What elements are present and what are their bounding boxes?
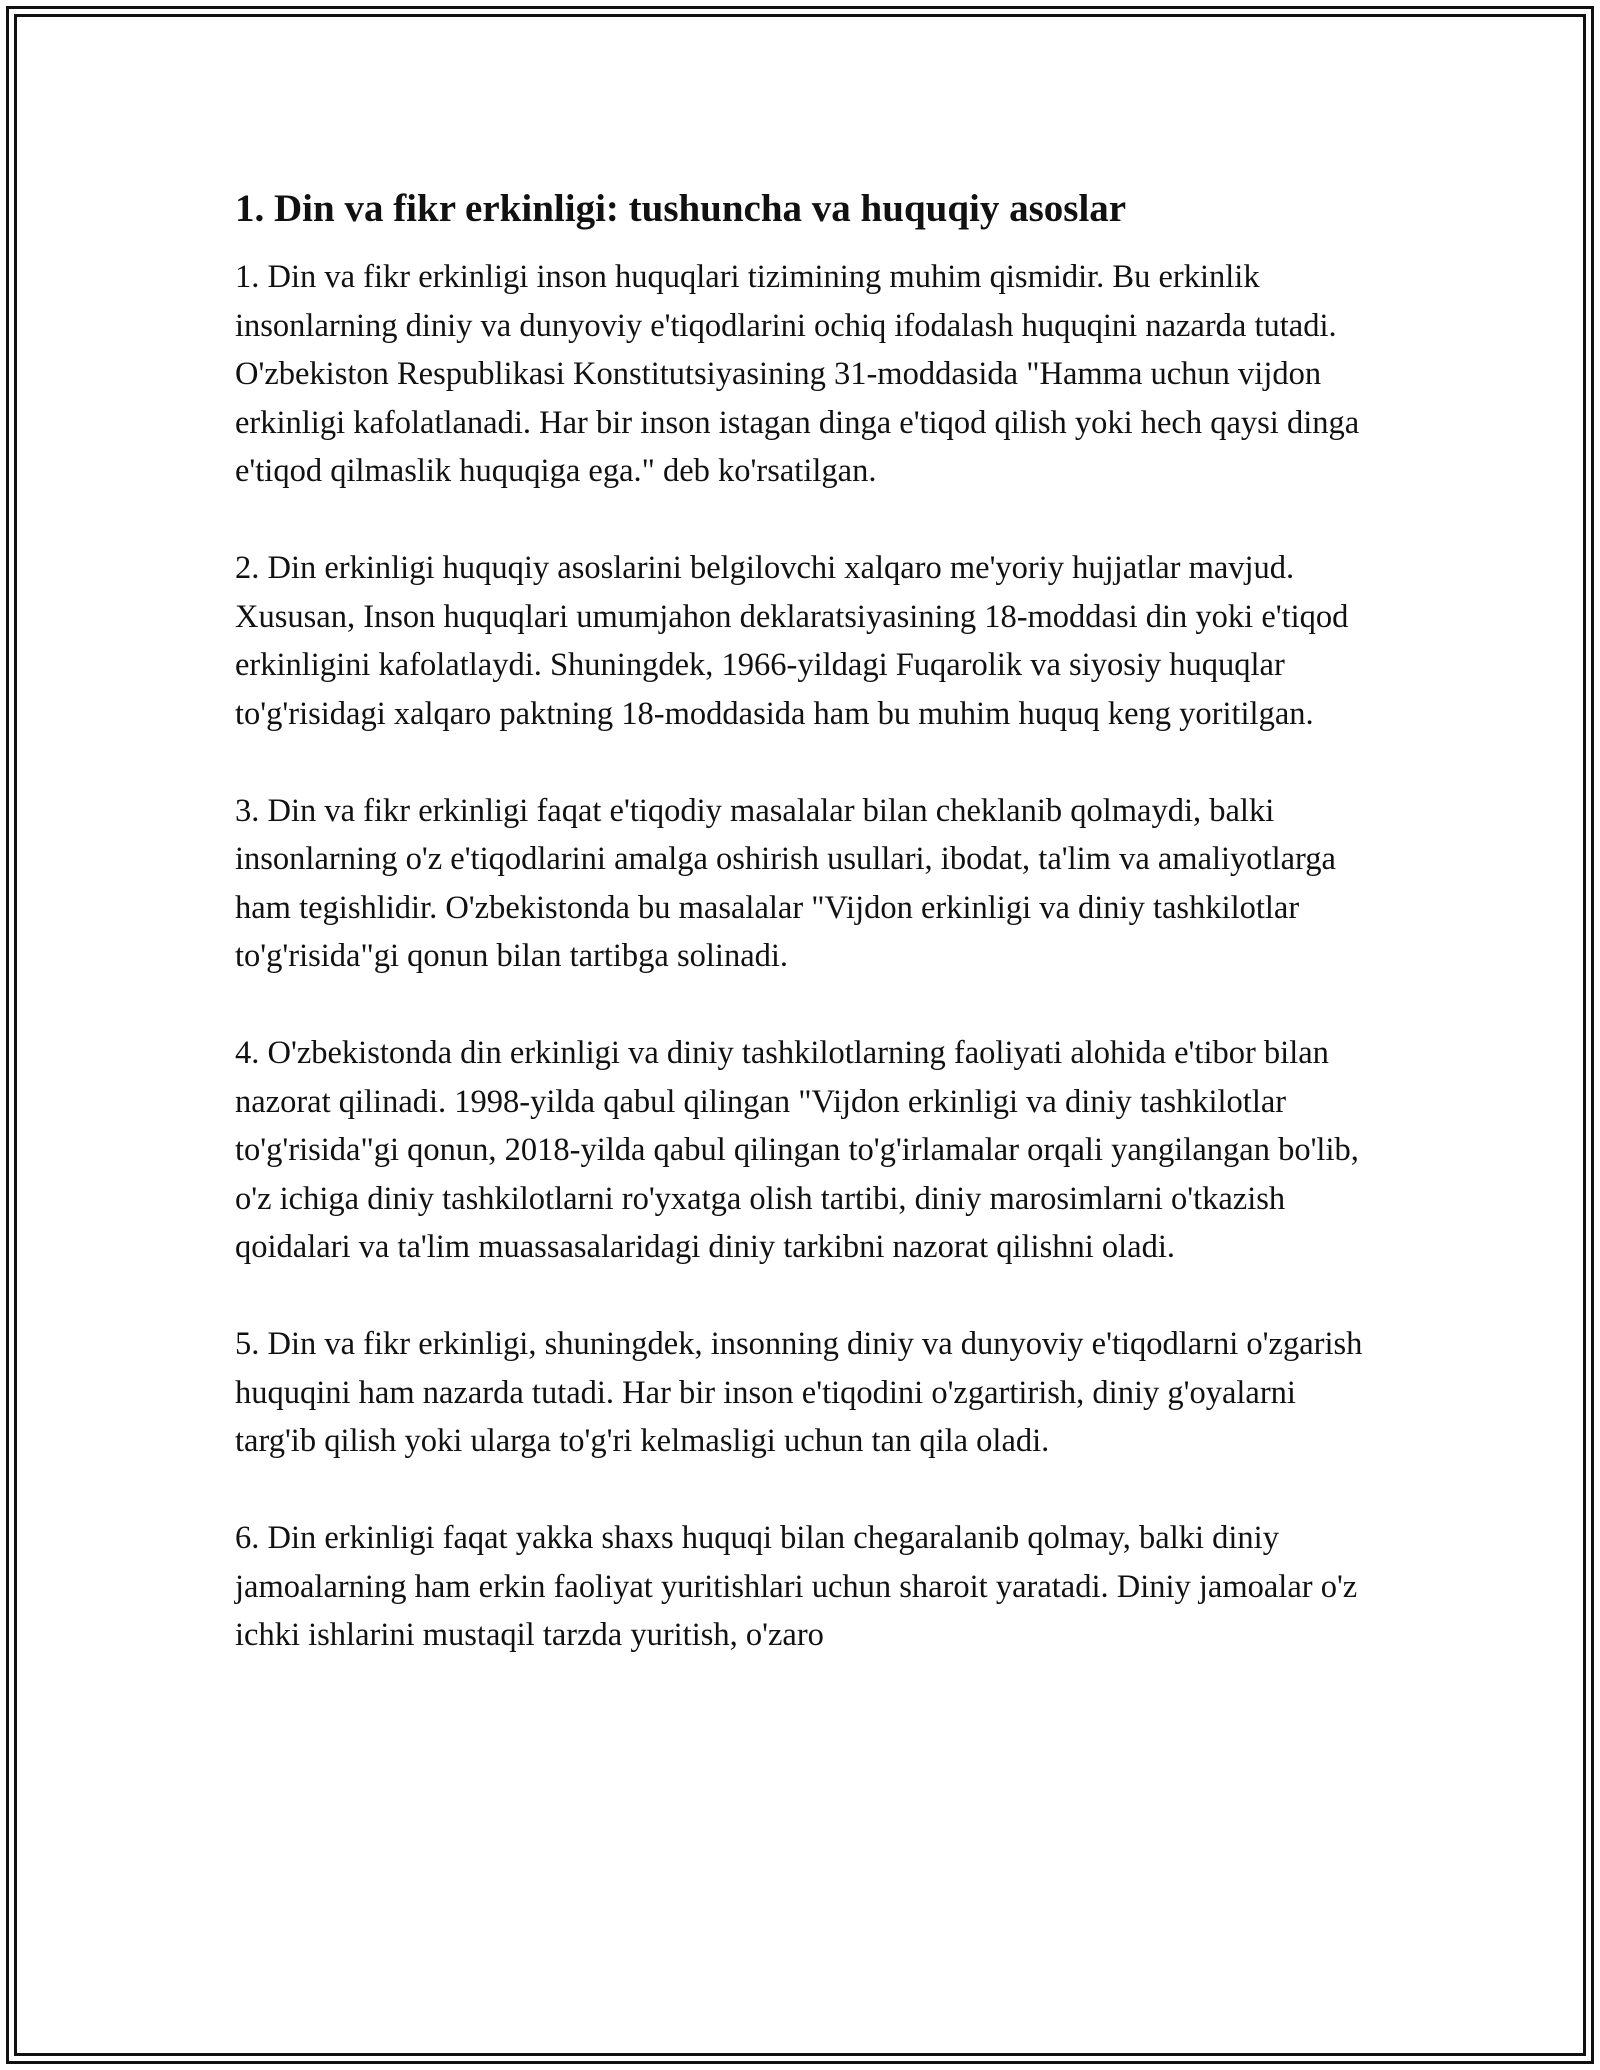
- section-heading: 1. Din va fikr erkinligi: tushuncha va huquqiy asoslar: [235, 187, 1127, 230]
- document-body: [235, 185, 1370, 1708]
- paragraph-3: 3. Din va fikr erkinligi faqat e'tiqodiy masalalar bilan cheklanib qolmaydi, balki insonlarning o'z e'tiqodlarini amalga oshirish usullari, ibodat, ta'lim va amaliyotlarga ham tegishlidir. O'zbekistonda bu masalalar "Vijdon erkinligi va diniy tashkilotlar to'g'risida"gi qonun bilan tartibga solinadi.: [235, 792, 1336, 974]
- paragraph-4: 4. O'zbekistonda din erkinligi va diniy tashkilotlarning faoliyati alohida e'tibor bilan nazorat qilinadi. 1998-yilda qabul qilingan "Vijdon erkinligi va diniy tashkilotlar to'g'risida"gi qonun, 2018-yilda qabul qilingan to'g'irlamalar orqali yangilangan bo'lib, o'z ichiga diniy tashkilotlarni ro'yxatga olish tartibi, diniy marosimlarni o'tkazish qoidalari va ta'lim muassasalaridagi diniy tarkibni nazorat qilishni oladi.: [235, 1035, 1359, 1265]
- paragraph-5: 5. Din va fikr erkinligi, shuningdek, insonning diniy va dunyoviy e'tiqodlarni o'zgarish huquqini ham nazarda tutadi. Har bir inson e'tiqodini o'zgartirish, diniy g'oyalarni targ'ib qilish yoki ularga to'g'ri kelmasligi uchun tan qila oladi.: [235, 1326, 1363, 1459]
- paragraph-6: 6. Din erkinligi faqat yakka shaxs huquqi bilan chegaralanib qolmay, balki diniy jamoalarning ham erkin faoliyat yuritishlari uchun sharoit yaratadi. Diniy jamoalar o'z ichki ishlarini mustaqil tarzda yuritish, o'zaro: [235, 1520, 1358, 1653]
- paragraph-2: 2. Din erkinligi huquqiy asoslarini belgilovchi xalqaro me'yoriy hujjatlar mavjud. Xususan, Inson huquqlari umumjahon deklaratsiyasining 18-moddasi din yoki e'tiqod erkinligini kafolatlaydi. Shuningdek, 1966-yildagi Fuqarolik va siyosiy huquqlar to'g'risidagi xalqaro paktning 18-moddasida ham bu muhim huquq keng yoritilgan.: [235, 550, 1349, 732]
- paragraph-1: 1. Din va fikr erkinligi inson huquqlari tizimining muhim qismidir. Bu erkinlik insonlarning diniy va dunyoviy e'tiqodlarini ochiq ifodalash huquqini nazarda tutadi. O'zbekiston Respublikasi Konstitutsiyasining 31-moddasida "Hamma uchun vijdon erkinligi kafolatlanadi. Har bir inson istagan dinga e'tiqod qilish yoki hech qaysi dinga e'tiqod qilmaslik huquqiga ega." deb ko'rsatilgan.: [235, 259, 1360, 489]
